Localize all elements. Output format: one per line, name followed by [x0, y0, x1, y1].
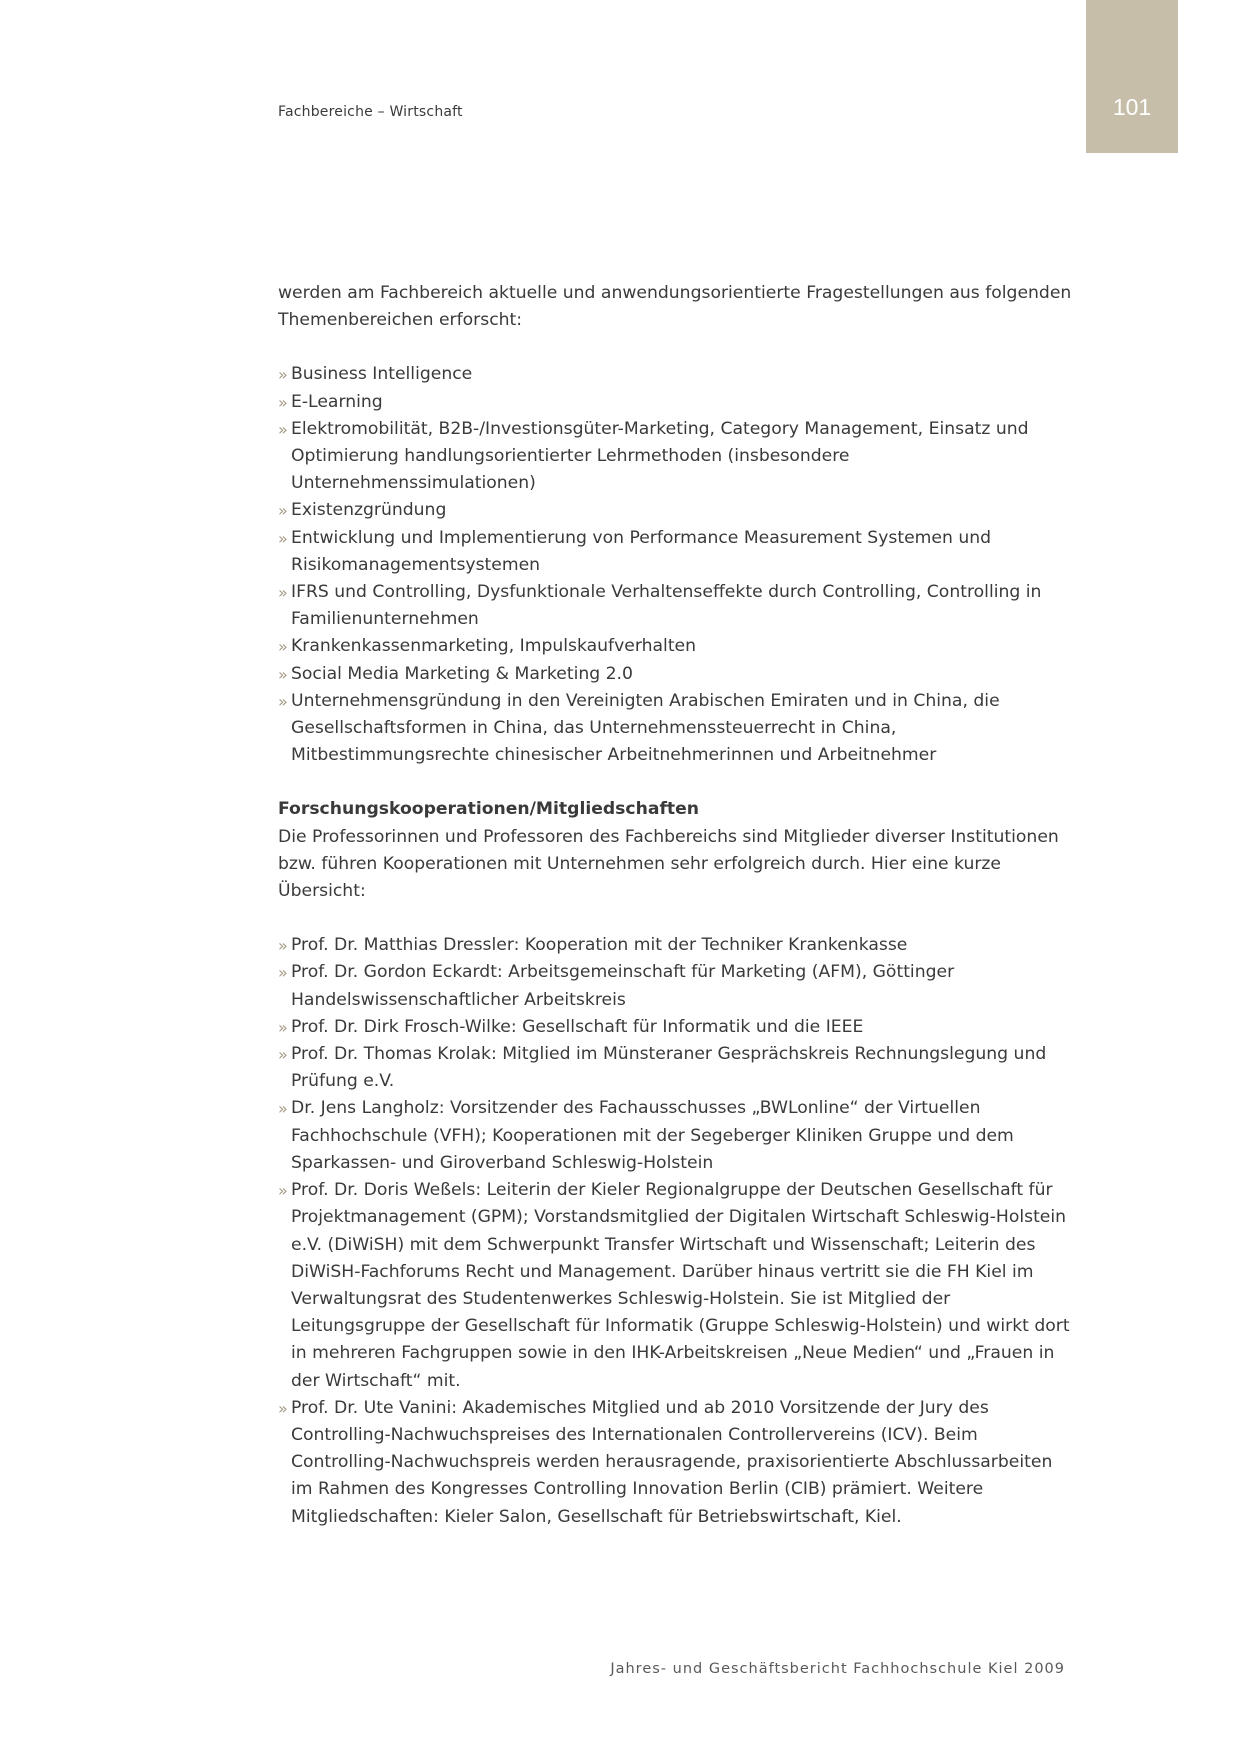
bullet-marker-icon: » — [278, 1045, 288, 1065]
research-topic-item-text: Existenzgründung — [291, 500, 447, 521]
cooperation-item — [278, 1095, 1078, 1177]
research-topic-item-text: E-Learning — [291, 391, 383, 412]
cooperation-item-text: Prof. Dr. Thomas Krolak: Mitglied im Münsteraner Gesprächskreis Rechnungslegung und Prüfung e.V. — [291, 1044, 1047, 1092]
running-title: Fachbereiche – Wirtschaft — [278, 104, 463, 120]
page-number-tab — [1086, 0, 1178, 153]
research-topic-item-text: IFRS und Controlling, Dysfunktionale Verhaltenseffekte durch Controlling, Controlling in Familienunternehmen — [291, 582, 1042, 630]
cooperation-item-text: Dr. Jens Langholz: Vorsitzender des Fachausschusses „BWLonline“ der Virtuellen Fachhochschule (VFH); Kooperationen mit der Segeberger Kliniken Gruppe und dem Sparkassen- und Giroverband Schleswig-Holstein — [291, 1098, 1014, 1173]
bullet-marker-icon: » — [278, 1181, 288, 1201]
section-intro: Die Professorinnen und Professoren des Fachbereichs sind Mitglieder diverser Institutionen bzw. führen Kooperationen mit Unternehmen sehr erfolgreich durch. Hier eine kurze Übersicht: — [278, 826, 1059, 902]
research-topic-item-text: Unternehmensgründung in den Vereinigten Arabischen Emiraten und in China, die Gesellschaftsformen in China, das Unternehmenssteuerrecht in China, Mitbestimmungsrechte chinesischer Arbeitnehmerinnen und Arbeitnehmer — [291, 690, 1000, 766]
research-topic-item — [278, 361, 1078, 388]
bullet-marker-icon: » — [278, 528, 288, 548]
research-topic-item-text: Social Media Marketing & Marketing 2.0 — [291, 663, 633, 684]
bullet-marker-icon: » — [278, 963, 288, 983]
intro-paragraph: werden am Fachbereich aktuelle und anwendungsorientierte Fragestellungen aus folgenden Themenbereichen erforscht: — [278, 283, 1072, 331]
page-number: 101 — [1112, 94, 1152, 120]
cooperation-item-text: Prof. Dr. Doris Weßels: Leiterin der Kieler Regionalgruppe der Deutschen Gesellschaft für Projektmanagement (GPM); Vorstandsmitglied der Digitalen Wirtschaft Schleswig-Holstein e.V. (DiWiSH) mit dem Schwerpunkt Transfer Wirtschaft und Wissenschaft; Leiterin des DiWiSH-Fachforums Recht und Management. Darüber hinaus vertritt sie die FH Kiel im Verwaltungsrat des Studentenwerkes Schleswig-Holstein. Sie ist Mitglied der Leitungsgruppe der Gesellschaft für Informatik (Gruppe Schleswig-Holstein) und wirkt dort in mehreren Fachgruppen sowie in den IHK-Arbeitskreisen „Neue Medien“ und „Frauen in der Wirtschaft“ mit. — [291, 1180, 1070, 1391]
research-topic-item — [278, 661, 1078, 688]
cooperation-item-text: Prof. Dr. Dirk Frosch-Wilke: Gesellschaft für Informatik und die IEEE — [291, 1016, 864, 1037]
cooperation-list — [278, 932, 1078, 1530]
bullet-marker-icon: » — [278, 419, 288, 439]
bullet-marker-icon: » — [278, 1017, 288, 1037]
research-topic-item — [278, 633, 1078, 660]
research-topic-item — [278, 688, 1078, 770]
bullet-marker-icon: » — [278, 637, 288, 657]
bullet-marker-icon: » — [278, 392, 288, 412]
research-topic-item-text: Business Intelligence — [291, 364, 473, 385]
main-content — [278, 280, 1078, 1531]
research-topic-item-text: Entwicklung und Implementierung von Performance Measurement Systemen und Risikomanagementsystemen — [291, 527, 992, 575]
page-footer: Jahres- und Geschäftsbericht Fachhochschule Kiel 2009 — [610, 1661, 1065, 1677]
section-heading: Forschungskooperationen/Mitgliedschaften — [278, 799, 700, 820]
bullet-marker-icon: » — [278, 936, 288, 956]
bullet-marker-icon: » — [278, 1398, 288, 1418]
cooperation-item-text: Prof. Dr. Ute Vanini: Akademisches Mitglied und ab 2010 Vorsitzende der Jury des Controlling-Nachwuchspreises des Internationalen Controllervereins (ICV). Beim Controlling-Nachwuchspreis werden herausragende, praxisorientierte Abschlussarbeiten im Rahmen des Kongresses Controlling Innovation Berlin (CIB) prämiert. Weitere Mitgliedschaften: Kieler Salon, Gesellschaft für Betriebswirtschaft, Kiel. — [291, 1397, 1053, 1527]
research-topic-item — [278, 525, 1078, 579]
cooperation-item — [278, 1177, 1078, 1395]
cooperation-item — [278, 932, 1078, 959]
research-topic-item — [278, 579, 1078, 633]
cooperation-item-text: Prof. Dr. Gordon Eckardt: Arbeitsgemeinschaft für Marketing (AFM), Göttinger Handelswissenschaftlicher Arbeitskreis — [291, 962, 955, 1010]
research-topics-list — [278, 361, 1078, 769]
research-topic-item — [278, 497, 1078, 524]
bullet-marker-icon: » — [278, 1099, 288, 1119]
bullet-marker-icon: » — [278, 664, 288, 684]
cooperation-item — [278, 1014, 1078, 1041]
bullet-marker-icon: » — [278, 691, 288, 711]
cooperation-item-text: Prof. Dr. Matthias Dressler: Kooperation mit der Techniker Krankenkasse — [291, 935, 908, 956]
research-topic-item-text: Elektromobilität, B2B-/Investionsgüter-Marketing, Category Management, Einsatz und Optimierung handlungsorientierter Lehrmethoden (insbesondere Unternehmenssimulationen) — [291, 418, 1029, 494]
research-topic-item-text: Krankenkassenmarketing, Impulskaufverhalten — [291, 636, 697, 657]
research-topic-item — [278, 389, 1078, 416]
cooperation-item — [278, 959, 1078, 1013]
cooperation-item — [278, 1041, 1078, 1095]
bullet-marker-icon: » — [278, 501, 288, 521]
bullet-marker-icon: » — [278, 365, 288, 385]
research-topic-item — [278, 416, 1078, 498]
cooperation-item — [278, 1395, 1078, 1531]
bullet-marker-icon: » — [278, 583, 288, 603]
